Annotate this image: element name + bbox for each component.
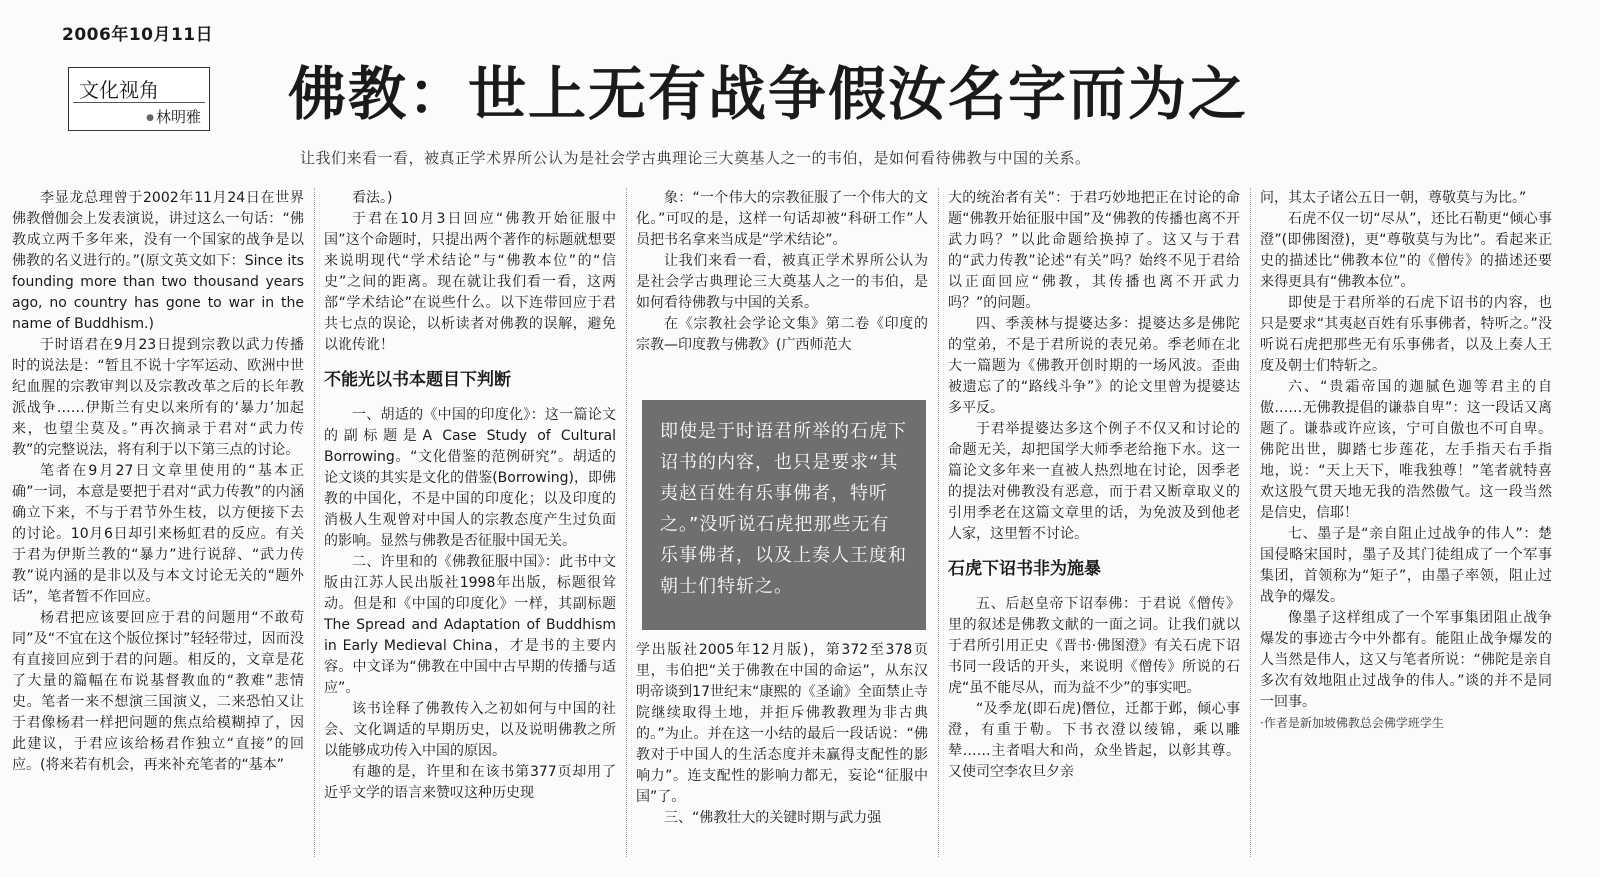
paragraph: 在《宗教社会学论文集》第二卷《印度的宗教—印度教与佛教》(广西师范大 <box>636 316 928 353</box>
paragraph: 三、“佛教壮大的关键时期与武力强 <box>664 810 882 826</box>
paragraph: 像墨子这样组成了一个军事集团阻止战争爆发的事迹古今中外都有。能阻止战争爆发的人当然是伟人，这又与笔者所说：“佛陀是亲自多次有效地阻止过战争的伟人。”谈的并不是同一回事。 <box>1260 610 1552 710</box>
column-rule <box>1250 188 1251 857</box>
article-column-5 <box>1260 188 1552 858</box>
subheadline: 让我们来看一看，被真正学术界所公认为是社会学古典理论三大奠基人之一的韦伯，是如何看待佛教与中国的关系。 <box>300 149 1091 167</box>
paragraph: 二、许里和的《佛教征服中国》：此书中文版由江苏人民出版社1998年出版，标题很耸动。但是和《中国的印度化》一样，其副标题The Spread and Adaptation of Buddhism in Early Medieval China，才是书的主要内容。中文译为“佛教在中国中古早期的传播与适应”。 <box>324 554 616 696</box>
paragraph: 一、胡适的《中国的印度化》：这一篇论文的副标题是A Case Study of Cultural Borrowing。“文化借鉴的范例研究”。胡适的论文谈的其实是文化的借鉴(Borrowing)，即佛教的中国化，不是中国的印度化；以及印度的消极人生观曾对中国人的宗教态度产生过负面的影响。显然与佛教是否征服中国无关。 <box>324 407 616 549</box>
paragraph: 问，其太子诸公五日一朝，尊敬莫与为比。” <box>1260 190 1527 206</box>
article-column-2 <box>324 188 616 858</box>
column-name: 文化视角 <box>79 78 159 102</box>
paragraph: 大的统治者有关”：于君巧妙地把正在讨论的命题“佛教开始征服中国”及“佛教的传播也离不开武力吗？”以此命题给换掉了。这又与于君的“武力传教”论述“有关”吗？始终不见于君给以正面回应“佛教，其传播也离不开武力吗？”的问题。 <box>948 190 1240 311</box>
paragraph: “及季龙(即石虎)僭位，迁都于邺，倾心事澄，有重于勒。下书衣澄以绫锦，乘以雕辇……主者唱大和尚，众坐皆起，以彰其尊。又使司空李农旦夕亲 <box>948 701 1240 780</box>
column-tag <box>68 67 210 131</box>
article-column-3-bottom <box>636 640 928 865</box>
paragraph: 七、墨子是“亲自阻止过战争的伟人”：楚国侵略宋国时，墨子及其门徒组成了一个军事集团，首领称为“矩子”，由墨子率领，阻止过战争的爆发。 <box>1260 526 1552 605</box>
column-rule <box>314 188 315 857</box>
section-heading: 不能光以书本题目下判断 <box>324 370 511 390</box>
column-tag-divider <box>73 102 205 103</box>
paragraph: 该书诠释了佛教传入之初如何与中国的社会、文化调适的早期历史，以及说明佛教之所以能够成功传入中国的原因。 <box>324 701 616 759</box>
paragraph: 于君在10月3日回应“佛教开始征服中国”这个命题时，只提出两个著作的标题就想要来说明现代“学术结论”与“佛教本位”的“信史”之间的距离。现在就让我们看一看，这两部“学术结论”在说些什么。以下连带回应于君共七点的误论，以析读者对佛教的误解，避免以讹传讹！ <box>324 211 616 353</box>
paragraph: 即使是于君所举的石虎下诏书的内容，也只是要求“其夷赵百姓有乐事佛者，特听之。”没听说石虎把那些无有乐事佛者，以及上奏人王度及朝士们特斩之。 <box>1260 295 1552 374</box>
column-rule <box>938 188 939 857</box>
paragraph: 于时语君在9月23日提到宗教以武力传播时的说法是：“暂且不说十字军运动、欧洲中世纪血腥的宗教审判以及宗教改革之后的长年教派战争……伊斯兰有史以来所有的‘暴力’加起来，也望尘莫及。”再次摘录于君对“武力传教”的完整说法，将有利于以下第三点的讨论。 <box>12 337 304 458</box>
paragraph: 学出版社2005年12月版)，第372至378页里，韦伯把“关于佛教在中国的命运”，从东汉明帝谈到17世纪末“康熙的《圣谕》全面禁止寺院继续取得土地，并拒斥佛教教理为非古典的。”为止。并在这一小结的最后一段话说：“佛教对于中国人的生活态度并未赢得支配性的影响力”。连支配性的影响力都无，妄论“征服中国”了。 <box>636 642 928 805</box>
paragraph: 象：“一个伟大的宗教征服了一个伟大的文化。”可叹的是，这样一句话却被“科研工作”人员把书名拿来当成是“学术结论”。 <box>636 190 928 248</box>
article-column-1 <box>12 188 304 858</box>
paragraph: 石虎不仅一切“尽从”，还比石勒更“倾心事澄”(即佛图澄)，更“尊敬莫与为比”。看起来正史的描述比“佛教本位”的《僧传》的描述还要来得更具有“佛教本位”。 <box>1260 211 1552 290</box>
paragraph: 杨君把应该要回应于君的问题用“不敢苟同”及“不宜在这个版位探讨”轻轻带过，因而没有直接回应到于君的问题。相反的，文章是花了大量的篇幅在布说基督教血的“教难”悲情史。笔者一来不想演三国演义，二来恐怕又让于君像杨君一样把问题的焦点给模糊掉了，因此建议，于君应该给杨君作独立“直接”的回应。(将来若有机会，再来补充笔者的“基本” <box>12 610 304 773</box>
paragraph: 看法。) <box>352 190 393 206</box>
paragraph: 六、“贵霜帝国的迦腻色迦等君主的自傲……无佛教提倡的谦恭自卑”：这一段话又离题了。谦恭或许应该，宁可自傲也不可自卑。佛陀出世，脚踏七步莲花，左手指天右手指地，说：“天上天下，唯我独尊！”笔者就特喜欢这股气贯天地无我的浩然傲气。这一段当然是信史，信耶！ <box>1260 379 1552 521</box>
article-column-4 <box>948 188 1240 858</box>
paragraph: 有趣的是，许里和在该书第377页却用了近乎文学的语言来赞叹这种历史现 <box>324 764 616 801</box>
pull-quote: 即使是于时语君所举的石虎下诏书的内容，也只是要求“其夷赵百姓有乐事佛者，特听之。”没听说石虎把那些无有乐事佛者，以及上奏人王度和朝士们特斩之。 <box>642 400 926 630</box>
paragraph: 四、季羡林与提婆达多：提婆达多是佛陀的堂弟，不是于君所说的表兄弟。季老师在北大一篇题为《佛教开创时期的一场风波。歪曲被遗忘了的“路线斗争”》的论文里曾为提婆达多平反。 <box>948 316 1240 416</box>
paragraph: 五、后赵皇帝下诏奉佛：于君说《僧传》里的叙述是佛教文献的一面之词。让我们就以于君所引用正史《晋书·佛图澄》有关石虎下诏书同一段话的开头，来说明《僧传》所说的石虎“虽不能尽从，而为益不少”的事实吧。 <box>948 596 1240 696</box>
paragraph: 让我们来看一看，被真正学术界所公认为是社会学古典理论三大奠基人之一的韦伯，是如何看待佛教与中国的关系。 <box>636 253 928 311</box>
author-name: ● 林明雅 <box>146 106 201 127</box>
paragraph: 笔者在9月27日文章里使用的“基本正确”一词，本意是要把于君对“武力传教”的内涵确立下来，不与于君节外生枝，以方便接下去的讨论。10月6日却引来杨虹君的反应。有关于君为伊斯兰教的“暴力”进行说辞、“武力传教”说内涵的是非以及与本文讨论无关的“题外话”，笔者暂不作回应。 <box>12 463 304 605</box>
column-rule <box>626 188 627 857</box>
article-column-3-top <box>636 188 928 388</box>
author-note: ·作者是新加坡佛教总会佛学班学生 <box>1260 716 1444 730</box>
paragraph: 于君举提婆达多这个例子不仅又和讨论的命题无关，却把国学大师季老给拖下水。这一篇论文多年来一直被人热烈地在讨论，因季老的提法对佛教没有恶意，而于君又断章取义的引用季老在这篇文章里的话，为免波及到他老人家，这里暂不讨论。 <box>948 421 1240 542</box>
paragraph: 李显龙总理曾于2002年11月24日在世界佛教僧伽会上发表演说，讲过这么一句话：“佛教成立两千多年来，没有一个国家的战争是以佛教的名义进行的。”(原文英文如下：Since its founding more than two thousand years ago, no country has gone to war in the name of Buddhism.) <box>12 190 304 332</box>
section-heading: 石虎下诏书非为施暴 <box>948 559 1101 579</box>
headline: 佛教：世上无有战争假汝名字而为之 <box>288 60 1249 128</box>
date-line: 2006年10月11日 <box>62 25 214 45</box>
